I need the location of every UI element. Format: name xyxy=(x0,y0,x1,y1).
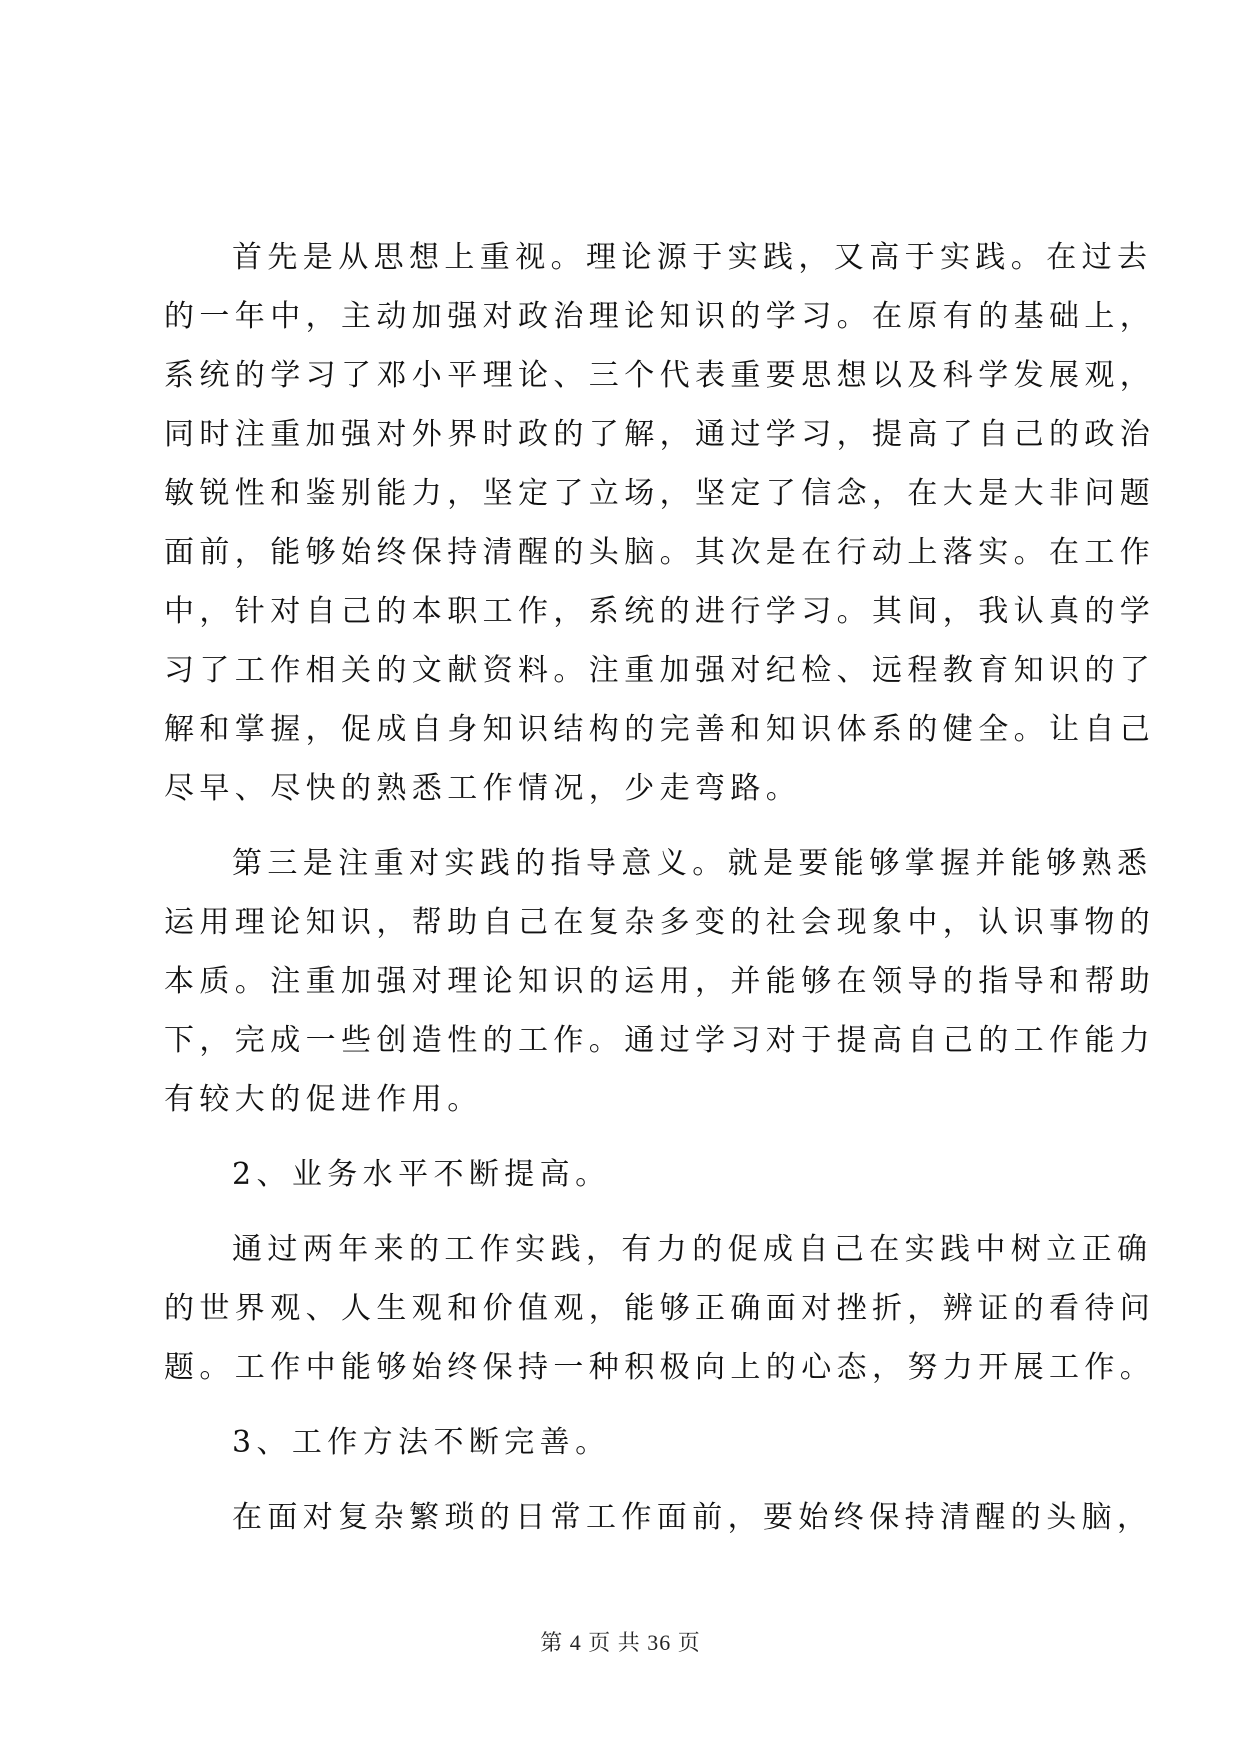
paragraph-1-line-2: 的一年中，主动加强对政治理论知识的学习。在原有的基础上， xyxy=(164,299,1156,334)
section-heading-3: 3、工作方法不断完善。 xyxy=(232,1425,611,1460)
paragraph-1-line-5: 敏锐性和鉴别能力，坚定了立场，坚定了信念，在大是大非问题 xyxy=(164,476,1156,511)
paragraph-2-line-3: 本质。注重加强对理论知识的运用，并能够在领导的指导和帮助 xyxy=(164,964,1156,999)
paragraph-2-line-4: 下，完成一些创造性的工作。通过学习对于提高自己的工作能力 xyxy=(164,1023,1156,1058)
body-text xyxy=(164,228,1156,1547)
section-heading-2: 2、业务水平不断提高。 xyxy=(232,1157,611,1192)
page-number-footer: 第 4 页 共 36 页 xyxy=(540,1630,701,1655)
paragraph-3-line-2: 的世界观、人生观和价值观，能够正确面对挫折，辨证的看待问 xyxy=(164,1291,1156,1326)
paragraph-1-line-1: 首先是从思想上重视。理论源于实践，又高于实践。在过去 xyxy=(232,240,1153,275)
paragraph-1-line-6: 面前，能够始终保持清醒的头脑。其次是在行动上落实。在工作 xyxy=(164,535,1156,570)
paragraph-1-line-9: 解和掌握，促成自身知识结构的完善和知识体系的健全。让自己 xyxy=(164,712,1156,747)
paragraph-2-line-2: 运用理论知识，帮助自己在复杂多变的社会现象中，认识事物的 xyxy=(164,905,1156,940)
paragraph-3-line-3: 题。工作中能够始终保持一种积极向上的心态，努力开展工作。 xyxy=(164,1350,1156,1385)
paragraph-1-line-8: 习了工作相关的文献资料。注重加强对纪检、远程教育知识的了 xyxy=(164,653,1156,688)
paragraph-1-line-10: 尽早、尽快的熟悉工作情况，少走弯路。 xyxy=(164,771,802,806)
paragraph-1-line-3: 系统的学习了邓小平理论、三个代表重要思想以及科学发展观， xyxy=(164,358,1156,393)
paragraph-3-line-1: 通过两年来的工作实践，有力的促成自己在实践中树立正确 xyxy=(232,1232,1153,1267)
paragraph-4-line-1: 在面对复杂繁琐的日常工作面前，要始终保持清醒的头脑， xyxy=(232,1500,1153,1535)
paragraph-2-line-5: 有较大的促进作用。 xyxy=(164,1082,483,1117)
paragraph-2-line-1: 第三是注重对实践的指导意义。就是要能够掌握并能够熟悉 xyxy=(232,846,1153,881)
paragraph-1-line-4: 同时注重加强对外界时政的了解，通过学习，提高了自己的政治 xyxy=(164,417,1156,452)
paragraph-1-line-7: 中，针对自己的本职工作，系统的进行学习。其间，我认真的学 xyxy=(164,594,1156,629)
